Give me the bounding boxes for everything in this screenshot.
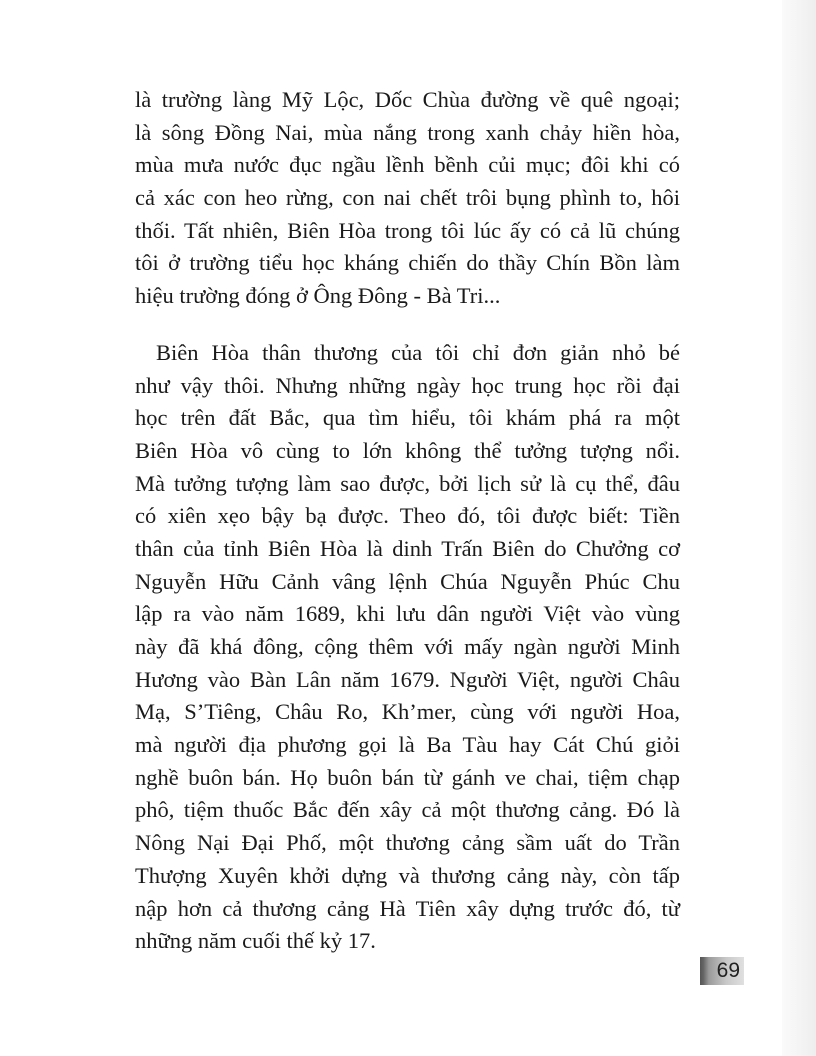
text-line: là trường làng Mỹ Lộc, Dốc Chùa đường về quê ngoại; xyxy=(135,87,680,112)
text-line: hiệu trường đóng ở Ông Đông - Bà Tri... xyxy=(135,283,501,309)
text-line: Thượng Xuyên khởi dựng và thương cảng này, còn tấp xyxy=(135,862,680,888)
page-edge-shadow xyxy=(782,0,816,1056)
text-line: học trên đất Bắc, qua tìm hiểu, tôi khám phá ra một xyxy=(135,405,680,431)
body-text xyxy=(135,84,680,958)
text-line: Hương vào Bàn Lân năm 1679. Người Việt, người Châu xyxy=(135,666,680,692)
text-line: nập hơn cả thương cảng Hà Tiên xây dựng trước đó, từ xyxy=(135,895,680,921)
text-line: Mạ, S’Tiêng, Châu Ro, Kh’mer, cùng với người Hoa, xyxy=(135,699,680,725)
text-line: Mà tưởng tượng làm sao được, bởi lịch sử là cụ thể, đâu xyxy=(135,470,680,496)
text-line: những năm cuối thế kỷ 17. xyxy=(135,928,376,954)
text-line: này đã khá đông, cộng thêm với mấy ngàn người Minh xyxy=(135,634,680,659)
text-line: như vậy thôi. Nhưng những ngày học trung học rồi đại xyxy=(135,372,680,398)
text-line: phô, tiệm thuốc Bắc đến xây cả một thương cảng. Đó là xyxy=(135,797,680,823)
page-number: 69 xyxy=(700,957,744,985)
text-line: Biên Hòa thân thương của tôi chỉ đơn giản nhỏ bé xyxy=(156,339,680,365)
text-line: Biên Hòa vô cùng to lớn không thể tưởng tượng nổi. xyxy=(135,437,680,463)
text-line: thân của tỉnh Biên Hòa là dinh Trấn Biên do Chưởng cơ xyxy=(135,535,680,561)
text-line: tôi ở trường tiểu học kháng chiến do thầy Chín Bồn làm xyxy=(135,250,680,276)
paragraph-1 xyxy=(135,84,680,313)
text-line: thối. Tất nhiên, Biên Hòa trong tôi lúc ấy có cả lũ chúng xyxy=(135,217,680,243)
paragraph-2 xyxy=(135,337,680,958)
text-line: cả xác con heo rừng, con nai chết trôi bụng phình to, hôi xyxy=(135,185,680,211)
text-line: Nguyễn Hữu Cảnh vâng lệnh Chúa Nguyễn Phúc Chu xyxy=(135,568,680,594)
text-line: nghề buôn bán. Họ buôn bán từ gánh ve chai, tiệm chạp xyxy=(135,764,680,790)
text-line: mà người địa phương gọi là Ba Tàu hay Cát Chú giỏi xyxy=(135,732,680,758)
text-line: có xiên xẹo bậy bạ được. Theo đó, tôi được biết: Tiền xyxy=(135,503,680,529)
text-line: là sông Đồng Nai, mùa nắng trong xanh chảy hiền hòa, xyxy=(135,119,680,145)
text-line: lập ra vào năm 1689, khi lưu dân người Việt vào vùng xyxy=(135,601,680,627)
text-line: Nông Nại Đại Phố, một thương cảng sầm uất do Trần xyxy=(135,830,680,856)
text-line: mùa mưa nước đục ngầu lềnh bềnh củi mục; đôi khi có xyxy=(135,152,680,178)
